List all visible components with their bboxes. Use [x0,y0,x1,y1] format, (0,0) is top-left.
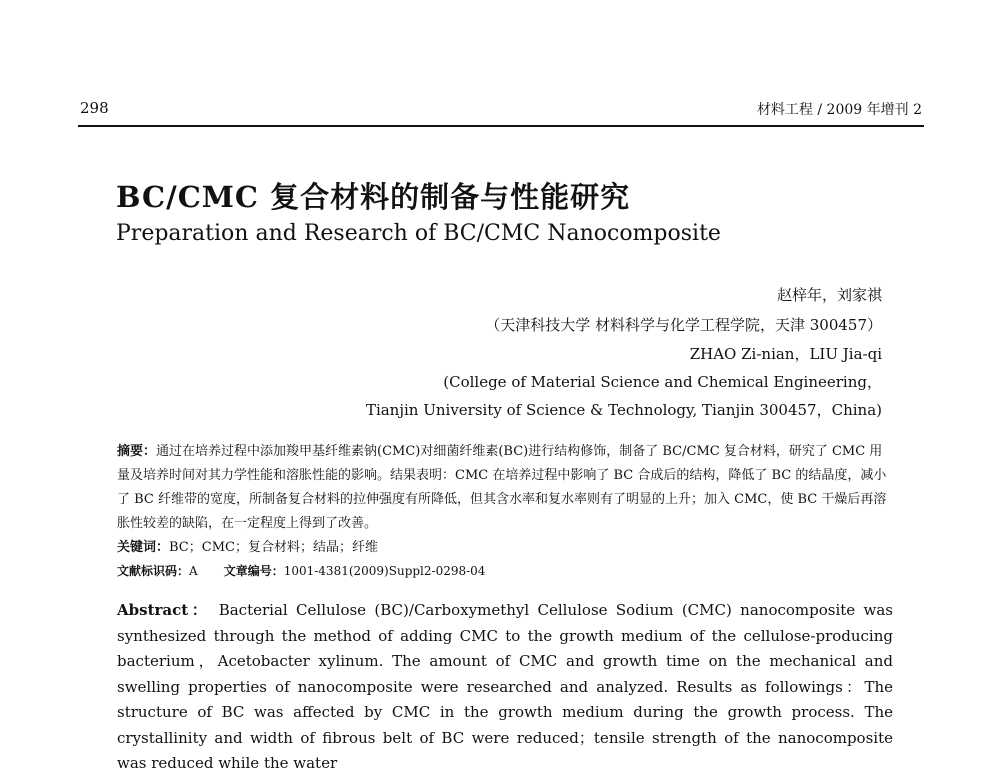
doc-code-value: A [189,564,198,578]
abstract-chinese-text: 通过在培养过程中添加羧甲基纤维素钠(CMC)对细菌纤维素(BC)进行结构修饰，制备了 BC/CMC 复合材料，研究了 CMC 用量及培养时间对其力学性能和溶胀性能的影响。结果表明：CMC 在培养过程中影响了 BC 合成后的结构，降低了 BC 的结晶度，减小了 BC 纤维带的宽度，所制备复合材料的拉伸强度有所降低，但其含水率和复水率则有了明显的上升；加入 CMC，使 BC 干燥后再溶胀性较差的缺陷，在一定程度上得到了改善。 [117,444,887,531]
abstract-english-label: Abstract： [117,601,211,619]
affiliation-english-line2: Tianjin University of Science & Technology, Tianjin 300457，China) [365,401,882,419]
affiliation-chinese: （天津科技大学 材料科学与化学工程学院，天津 300457） [485,316,882,334]
abstract-english [117,598,893,777]
keywords [117,536,378,555]
affiliation-english-line1: (College of Material Science and Chemical Engineering， [443,373,882,391]
article-id-label: 文章编号： [223,564,284,578]
abstract-english-text: Bacterial Cellulose (BC)/Carboxymethyl Cellulose Sodium (CMC) nanocomposite was synthesized through the method of adding CMC to the growth medium of the cellulose-producing bacterium，Acetobacter xylinum. The amount of CMC and growth time on the mechanical and swelling properties of nanocomposite were researched and analyzed. Results as followings：The structure of BC was affected by CMC in the growth medium during the growth process. The crystallinity and width of fibrous belt of BC were reduced；tensile strength of the nanocomposite was reduced while the water [117,601,893,772]
title-english: Preparation and Research of BC/CMC Nanocomposite [116,221,721,246]
header-rule [78,125,924,127]
abstract-chinese [117,440,893,536]
journal-info: 材料工程 / 2009 年增刊 2 [756,102,922,118]
title-chinese: BC/CMC 复合材料的制备与性能研究 [116,180,631,214]
keywords-text: BC；CMC；复合材料；结晶；纤维 [169,540,378,555]
abstract-chinese-label: 摘要： [117,444,157,459]
keywords-label: 关键词： [117,540,170,555]
document-meta [117,562,485,579]
article-id-value: 1001-4381(2009)Suppl2-0298-04 [283,564,486,578]
page-number: 298 [80,99,109,117]
doc-code-label: 文献标识码： [117,564,190,578]
authors-chinese: 赵梓年，刘家祺 [776,286,882,304]
authors-english: ZHAO Zi-nian，LIU Jia-qi [689,345,882,363]
